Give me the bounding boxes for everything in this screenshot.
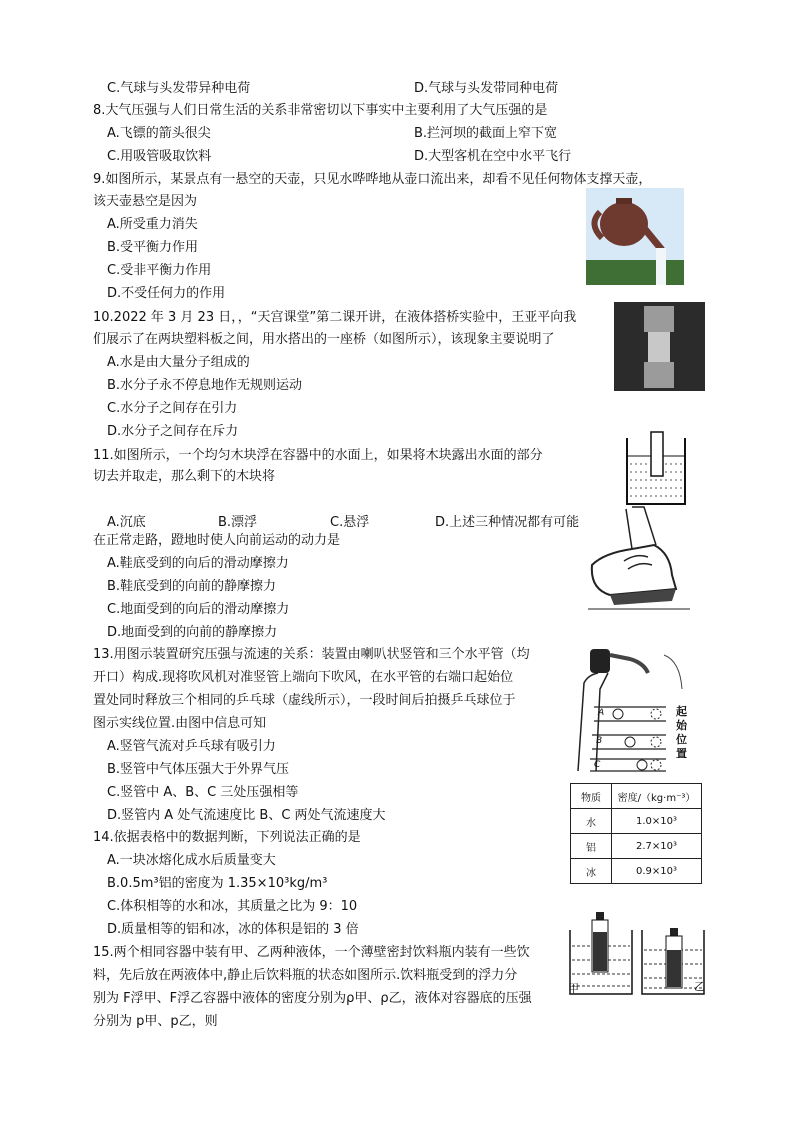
q8-option-a: A.飞镖的箭头很尖 [107, 126, 211, 141]
q11-option-d: D.上述三种情况都有可能 [435, 515, 580, 530]
shoe-walking-figure [584, 505, 694, 613]
q11-option-b: B.漂浮 [218, 515, 258, 530]
q13-fig-label-b: B [596, 736, 603, 746]
q13-option-a: A.竖管气流对乒乓球有吸引力 [107, 739, 276, 754]
q12-stem: 在正常走路，蹬地时使人向前运动的动力是 [93, 533, 341, 548]
table-row [571, 834, 702, 859]
q13-stem-line3: 置处同时释放三个相同的乒乓球（虚线所示），一段时间后拍摄乒乓球位于 [93, 693, 516, 708]
q12-option-b: B.鞋底受到的向前的静摩擦力 [107, 579, 277, 594]
q8-stem: 8.大气压强与人们日常生活的关系非常密切以下事实中主要利用了大气压强的是 [93, 103, 548, 118]
q10-option-d: D.水分子之间存在斥力 [107, 424, 239, 439]
q12-option-a: A.鞋底受到的向后的滑动摩擦力 [107, 556, 289, 571]
table-header-density: 密度/（kg·m⁻³） [612, 784, 702, 809]
q8-option-d: D.大型客机在空中水平飞行 [414, 149, 572, 164]
q7-option-d: D.气球与头发带同种电荷 [414, 81, 559, 96]
q7-option-c: C.气球与头发带异种电荷 [107, 81, 251, 96]
q9-option-c: C.受非平衡力作用 [107, 263, 212, 278]
q13-option-b: B.竖管中气体压强大于外界气压 [107, 762, 290, 777]
q15-stem-line2: 料，先后放在两液体中,静止后饮料瓶的状态如图所示.饮料瓶受到的浮力分 [93, 968, 518, 983]
table-cell-name: 水 [571, 809, 612, 834]
q10-stem-line2: 们展示了在两块塑料板之间，用水搭出的一座桥（如图所示），该现象主要说明了 [93, 332, 555, 347]
q14-option-a: A.一块冰熔化成水后质量变大 [107, 853, 276, 868]
table-row [571, 859, 702, 884]
q9-stem-line2: 该天壶悬空是因为 [93, 194, 198, 209]
q14-option-b: B.0.5m³铝的密度为 1.35×10³kg/m³ [107, 876, 328, 891]
q14-option-d: D.质量相等的铝和冰，冰的体积是铝的 3 倍 [107, 922, 359, 937]
q11-stem-line1: 11.如图所示，一个均匀木块浮在容器中的水面上，如果将木块露出水面的部分 [93, 448, 543, 463]
q8-option-b: B.拦河坝的截面上窄下宽 [414, 126, 558, 141]
table-header-substance: 物质 [571, 784, 612, 809]
table-cell-density: 1.0×10³ [612, 809, 702, 834]
table-cell-name: 铝 [571, 834, 612, 859]
q13-stem-line4: 图示实线位置.由图中信息可知 [93, 716, 267, 731]
q14-stem: 14.依据表格中的数据判断，下列说法正确的是 [93, 830, 361, 845]
table-cell-density: 0.9×10³ [612, 859, 702, 884]
q10-option-c: C.水分子之间存在引力 [107, 401, 238, 416]
q13-fig-label-c: C [594, 760, 601, 770]
bottle-in-liquids-figure [568, 910, 708, 996]
water-bridge-photo [614, 302, 705, 391]
q8-option-c: C.用吸管吸取饮料 [107, 149, 212, 164]
q12-option-c: C.地面受到的向后的滑动摩擦力 [107, 602, 290, 617]
q9-option-d: D.不受任何力的作用 [107, 286, 226, 301]
table-header-row [571, 784, 702, 809]
q13-stem-line2: 开口）构成.现将吹风机对准竖管上端向下吹风，在水平管的右端口起始位 [93, 670, 514, 685]
q11-option-a: A.沉底 [107, 515, 146, 530]
q13-fig-label-a: A [598, 708, 605, 718]
q13-stem-line1: 13.用图示装置研究压强与流速的关系：装置由喇叭状竖管和三个水平管（均 [93, 647, 530, 662]
q11-stem-line2: 切去并取走，那么剩下的木块将 [93, 469, 276, 484]
table-cell-name: 冰 [571, 859, 612, 884]
q15-stem-line4: 分别为 p甲、p乙，则 [93, 1014, 218, 1029]
q13-option-d: D.竖管内 A 处气流速度比 B、C 两处气流速度大 [107, 808, 386, 823]
density-table [570, 783, 702, 884]
q14-option-c: C.体积相等的水和冰，其质量之比为 9：10 [107, 899, 358, 914]
wood-block-figure [625, 430, 687, 506]
q15-stem-line1: 15.两个相同容器中装有甲、乙两种液体，一个薄壁密封饮料瓶内装有一些饮 [93, 945, 530, 960]
q15-fig-label-jia: 甲 [568, 982, 579, 995]
hair-dryer-tube-figure [568, 641, 702, 776]
teapot-photo [586, 188, 684, 285]
q12-option-d: D.地面受到的向前的静摩擦力 [107, 625, 278, 640]
q9-option-a: A.所受重力消失 [107, 217, 198, 232]
q13-option-c: C.竖管中 A、B、C 三处压强相等 [107, 785, 299, 800]
q13-fig-start-label: 起始位置 [676, 705, 687, 760]
q9-stem-line1: 9.如图所示，某景点有一悬空的天壶，只见水哗哗地从壶口流出来，却看不见任何物体支撑天壶， [93, 172, 652, 187]
q10-stem-line1: 10.2022 年 3 月 23 日，，“天宫课堂”第二课开讲，在液体搭桥实验中，王亚平向我 [93, 310, 577, 325]
q15-stem-line3: 别为 F浮甲、F浮乙容器中液体的密度分别为ρ甲、ρ乙，液体对容器底的压强 [93, 991, 532, 1006]
table-row [571, 809, 702, 834]
q10-option-b: B.水分子永不停息地作无规则运动 [107, 378, 303, 393]
table-cell-density: 2.7×10³ [612, 834, 702, 859]
q9-option-b: B.受平衡力作用 [107, 240, 199, 255]
q10-option-a: A.水是由大量分子组成的 [107, 355, 250, 370]
q11-option-c: C.悬浮 [330, 515, 370, 530]
q15-fig-label-yi: 乙 [694, 980, 705, 993]
